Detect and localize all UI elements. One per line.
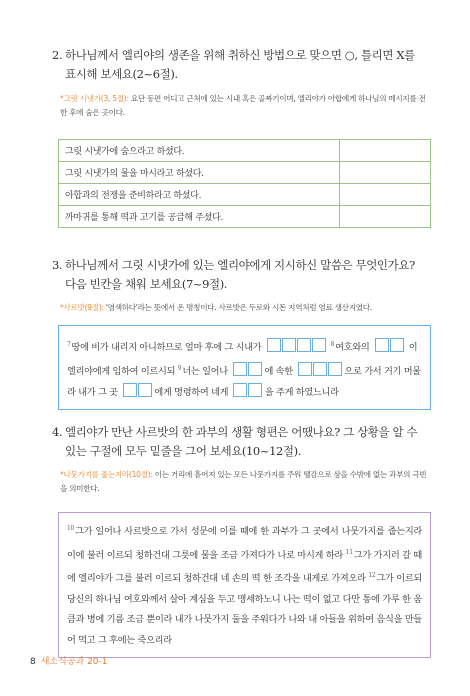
blank-group[interactable] — [266, 337, 326, 358]
question-text: 하나님께서 그릿 시냇가에 있는 엘리야에게 지시하신 말씀은 무엇인가요? 다음 빈칸을 채워 보세요(7~9절). — [65, 258, 415, 291]
table-row — [59, 184, 431, 206]
passage-text: 너는 일어나 — [182, 366, 228, 377]
table-row — [59, 140, 431, 162]
note-term: *그릿 시냇가(3, 5절): — [60, 94, 129, 103]
note-text: 요단 동편 어디고 근처에 있는 시내 혹은 골짜기이며, 엘리야가 아합에게 하나님의 메시지를 전한 후에 숨은 곳이다. — [60, 94, 426, 117]
question-4 — [52, 423, 422, 461]
book-title: 새소식공과 20-1 — [40, 657, 108, 667]
verse-number: 10 — [67, 525, 75, 532]
question-text: 엘리야가 만난 사르밧의 한 과부의 생활 형편은 어땠나요? 그 상황을 알 수 있는 구절에 모두 밑줄을 그어 보세요(10~12절). — [65, 425, 418, 458]
page-number: 8 — [30, 657, 36, 667]
verse-number: 9 — [177, 365, 182, 372]
note-term: *사르밧(9절): — [60, 303, 104, 312]
answer-cell[interactable] — [340, 206, 431, 228]
passage-text: 에 속한 — [264, 366, 293, 377]
blank-group[interactable] — [374, 337, 404, 358]
question-text: 하나님께서 엘리야의 생존을 위해 취하신 방법으로 맞으면 ○, 틀리면 X를 표시해 보세요(2~6절). — [65, 48, 415, 81]
question-3 — [52, 256, 422, 294]
passage-text: 그가 일어나 사르밧으로 가서 성문에 이를 때에 한 과부가 그 곳에서 나뭇가지를 줍는지라 이에 불러 이르되 청하건대 그릇에 물을 조금 가져다가 나로 마시게 하라 — [67, 526, 422, 561]
statement-cell: 그릿 시냇가에 숨으라고 하셨다. — [59, 140, 340, 162]
passage-text: 땅에 비가 내리지 아니하므로 얼마 후에 그 시내가 — [71, 342, 262, 353]
footnote-2 — [60, 92, 430, 120]
blank-group[interactable] — [232, 361, 262, 382]
table-row — [59, 206, 431, 228]
question-number: 3. — [52, 258, 63, 272]
verse-number: 7 — [67, 341, 71, 348]
question-2 — [52, 46, 422, 84]
answer-cell[interactable] — [340, 162, 431, 184]
passage-text: 에게 명령하여 네게 — [154, 387, 229, 398]
verse-number: 11 — [345, 548, 353, 556]
statement-cell: 그릿 시냇가의 물을 마시라고 하셨다. — [59, 162, 340, 184]
verse-number: 12 — [368, 572, 376, 579]
note-term: *나뭇가지를 줍는지라(10절): — [60, 470, 153, 479]
statement-cell: 까마귀를 통해 떡과 고기를 공급해 주셨다. — [59, 206, 340, 228]
table-row — [59, 162, 431, 184]
fill-in-passage — [58, 325, 431, 410]
question-number: 2. — [52, 48, 63, 62]
verse-number: 8 — [330, 341, 335, 348]
question-number: 4. — [52, 425, 63, 439]
answer-cell[interactable] — [340, 184, 431, 206]
answer-cell[interactable] — [340, 140, 431, 162]
passage-text: 으로 가서 거기 머물라 내가 그 곳 — [67, 366, 421, 398]
note-text: '염색하다'라는 뜻에서 온 명칭이다. 사르밧은 두로와 시돈 지역처럼 염료 생산지였다. — [103, 303, 372, 312]
passage-text: 을 주게 하였느니라 — [264, 387, 339, 398]
underline-passage[interactable] — [58, 512, 431, 658]
note-text: 이는 거리에 흩어져 있는 모든 나뭇가지를 주워 땔감으로 삼을 수밖에 없는 과부의 극빈을 의미한다. — [60, 470, 427, 493]
blank-group[interactable] — [233, 382, 263, 403]
page-footer — [30, 654, 108, 667]
statement-cell: 아합과의 전쟁을 준비하라고 하셨다. — [59, 184, 340, 206]
passage-text: 여호와의 — [335, 342, 370, 353]
passage-text: 그가 이르되 당신의 하나님 여호와께서 살아 계심을 두고 맹세하노니 나는 떡이 없고 다만 통에 가루 한 움큼과 병에 기름 조금 뿐이라 내가 나뭇가지 둘을 주워다가 나와 내 아들을 위하여 음식을 만들어 먹고 그 후에는 죽으리라 — [67, 573, 422, 646]
answer-table — [58, 139, 431, 228]
passage-text: 이 엘리야에게 임하여 이르시되 — [67, 342, 418, 377]
blank-group[interactable] — [122, 382, 152, 403]
footnote-4 — [60, 468, 430, 496]
blank-group[interactable] — [297, 361, 342, 382]
passage-text: 그가 가지러 갈 때에 엘리야가 그를 불러 이르되 청하건대 네 손의 떡 한 조각을 내게로 가져오라 — [67, 549, 422, 584]
footnote-3 — [60, 301, 430, 315]
